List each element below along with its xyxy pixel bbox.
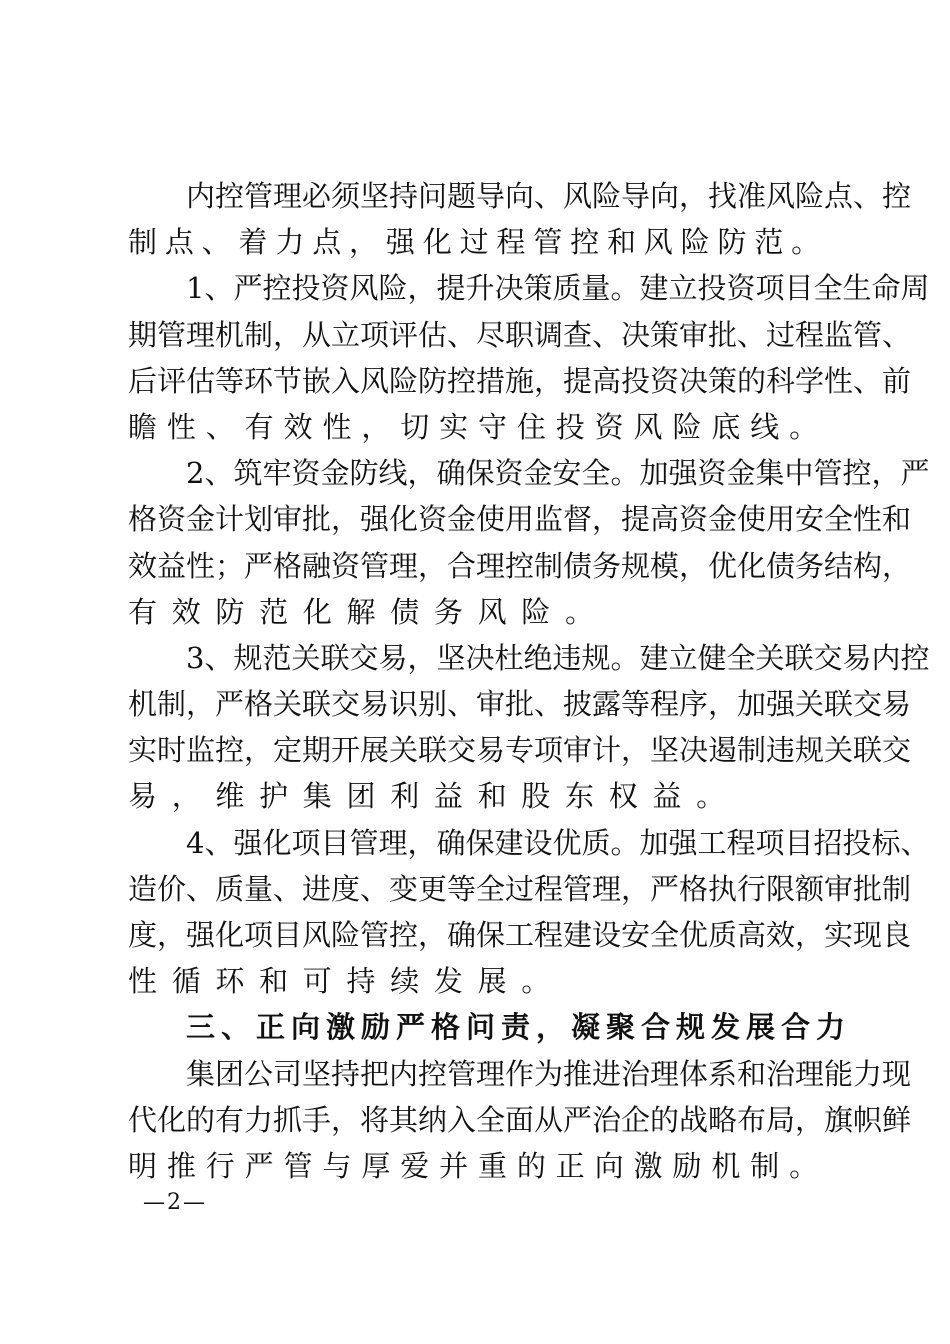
text-line: 代化的有力抓手，将其纳入全面从严治企的战略布局，旗帜鲜: [128, 1102, 912, 1137]
text-line: 明推行严管与厚爱并重的正向激励机制。: [128, 1148, 829, 1183]
text-line: 2、筑牢资金防线，确保资金安全。加强资金集中管控，严: [186, 456, 930, 491]
text-line: 有效防范化解债务风险。: [128, 594, 609, 629]
text-line: 内控管理必须坚持问题导向、风险导向，找准风险点、控: [186, 179, 912, 213]
text-line: 造价、质量、进度、变更等全过程管理，严格执行限额审批制: [128, 871, 912, 906]
paragraph: [128, 635, 930, 820]
text-line: 后评估等环节嵌入风险防控措施，提高投资决策的科学性、前: [128, 363, 912, 398]
page-number: —2—: [143, 1190, 207, 1215]
paragraph: [128, 820, 930, 1005]
text-line: 期管理机制，从立项评估、尽职调查、决策审批、过程监管、: [128, 317, 912, 352]
text-line: 4、强化项目管理，确保建设优质。加强工程项目招投标、: [186, 825, 930, 860]
text-line: 格资金计划审批，强化资金使用监督，提高资金使用安全性和: [128, 502, 912, 537]
text-line: 度，强化项目风险管控，确保工程建设安全优质高效，实现良: [128, 918, 912, 952]
paragraph: [128, 1051, 912, 1190]
text-line: 3、规范关联交易，坚决杜绝违规。建立健全关联交易内控: [186, 640, 930, 675]
text-line: 性循环和可持续发展。: [128, 964, 566, 999]
text-line: 集团公司坚持把内控管理作为推进治理体系和治理能力现: [186, 1056, 912, 1091]
text-line: 三、正向激励严格问责，凝聚合规发展合力: [186, 1010, 852, 1045]
document-body: [128, 173, 930, 1189]
text-line: 易，维护集团利益和股东权益。: [128, 779, 740, 814]
text-line: 瞻性、有效性，切实守住投资风险底线。: [128, 409, 829, 444]
text-line: 1、严控投资风险，提升决策质量。建立投资项目全生命周: [186, 271, 930, 306]
text-line: 制点、着力点，强化过程管控和风险防范。: [128, 225, 829, 260]
text-line: 效益性；严格融资管理，合理控制债务规模，优化债务结构，: [128, 548, 912, 583]
section-heading: [128, 1004, 852, 1050]
text-line: 实时监控，定期开展关联交易专项审计，坚决遏制违规关联交: [128, 733, 912, 768]
text-line: 机制，严格关联交易识别、审批、披露等程序，加强关联交易: [128, 687, 912, 722]
paragraph: [128, 450, 930, 635]
paragraph: [128, 173, 912, 265]
paragraph: [128, 265, 930, 450]
